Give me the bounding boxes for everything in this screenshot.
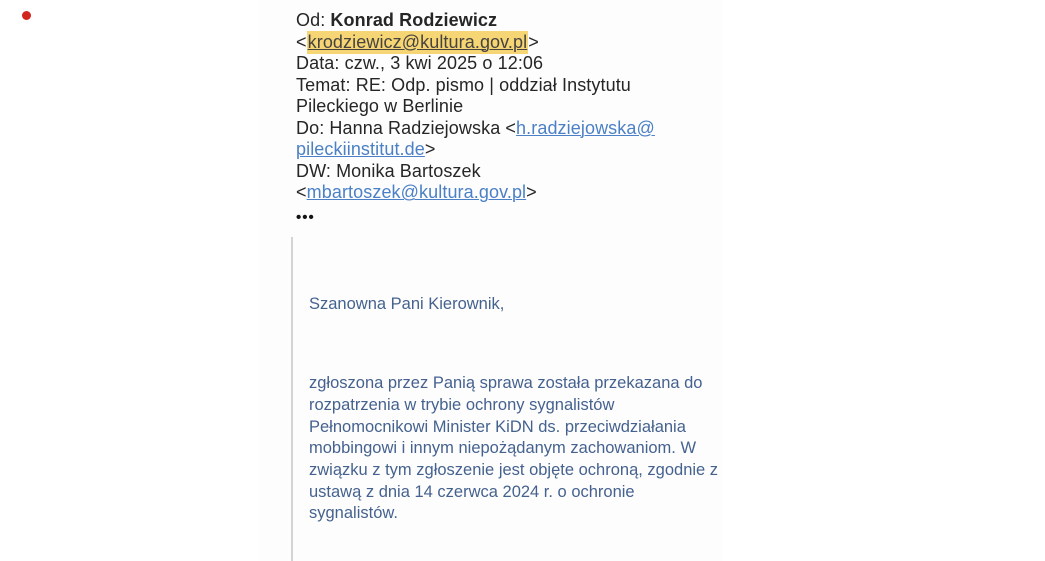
quoted-message	[291, 237, 723, 561]
date-line: Data: czw., 3 kwi 2025 o 12:06	[296, 53, 544, 73]
header-text: <	[296, 31, 307, 52]
quote-body-line: ustawą z dnia 14 czerwca 2024 r. o ochronie	[309, 482, 635, 501]
email-header	[296, 10, 723, 204]
from-email-link[interactable]: krodziewicz@kultura.gov.pl	[307, 31, 528, 52]
header-line	[296, 139, 723, 161]
header-text: >	[424, 139, 436, 159]
cc-name: DW: Monika Bartoszek	[296, 160, 481, 181]
cc-email-link[interactable]: mbartoszek@kultura.gov.pl	[306, 182, 527, 202]
header-text: Od:	[296, 10, 331, 30]
quote-body	[309, 373, 723, 525]
header-text: <	[296, 182, 307, 202]
header-line	[296, 32, 723, 54]
header-line	[296, 53, 723, 75]
header-text: >	[528, 31, 539, 52]
show-trimmed-content-button[interactable]: •••	[296, 208, 315, 226]
quote-greeting: Szanowna Pani Kierownik,	[309, 294, 505, 313]
quote-body-line: rozpatrzenia w trybie ochrony sygnalistów	[309, 395, 615, 414]
header-line	[296, 75, 723, 97]
header-line	[296, 161, 723, 183]
unread-dot-icon	[22, 11, 31, 20]
to-email-link-continued[interactable]: pileckiinstitut.de	[296, 139, 425, 159]
quote-body-line: Pełnomocnikowi Minister KiDN ds. przeciwdziałania	[309, 417, 686, 436]
header-line	[296, 10, 723, 32]
header-text: >	[526, 182, 537, 202]
quote-body-line: związku z tym zgłoszenie jest objęte ochroną, zgodnie z	[309, 461, 719, 480]
to-email-link[interactable]: h.radziejowska@	[516, 117, 655, 138]
subject-line-2: Pileckiego w Berlinie	[296, 96, 464, 116]
header-text: Do: Hanna Radziejowska <	[296, 117, 517, 138]
subject-line-1: Temat: RE: Odp. pismo | oddział Instytutu	[296, 74, 631, 95]
quote-body-line: sygnalistów.	[309, 504, 398, 523]
quote-body-line: mobbingowi i innym niepożądanym zachowaniom. W	[309, 439, 697, 458]
email-message-view	[259, 0, 723, 561]
header-line	[296, 96, 723, 118]
header-line	[296, 182, 723, 204]
from-name: Konrad Rodziewicz	[330, 10, 498, 30]
header-line	[296, 118, 723, 140]
quote-body-line: zgłoszona przez Panią sprawa została przekazana do	[309, 374, 703, 393]
